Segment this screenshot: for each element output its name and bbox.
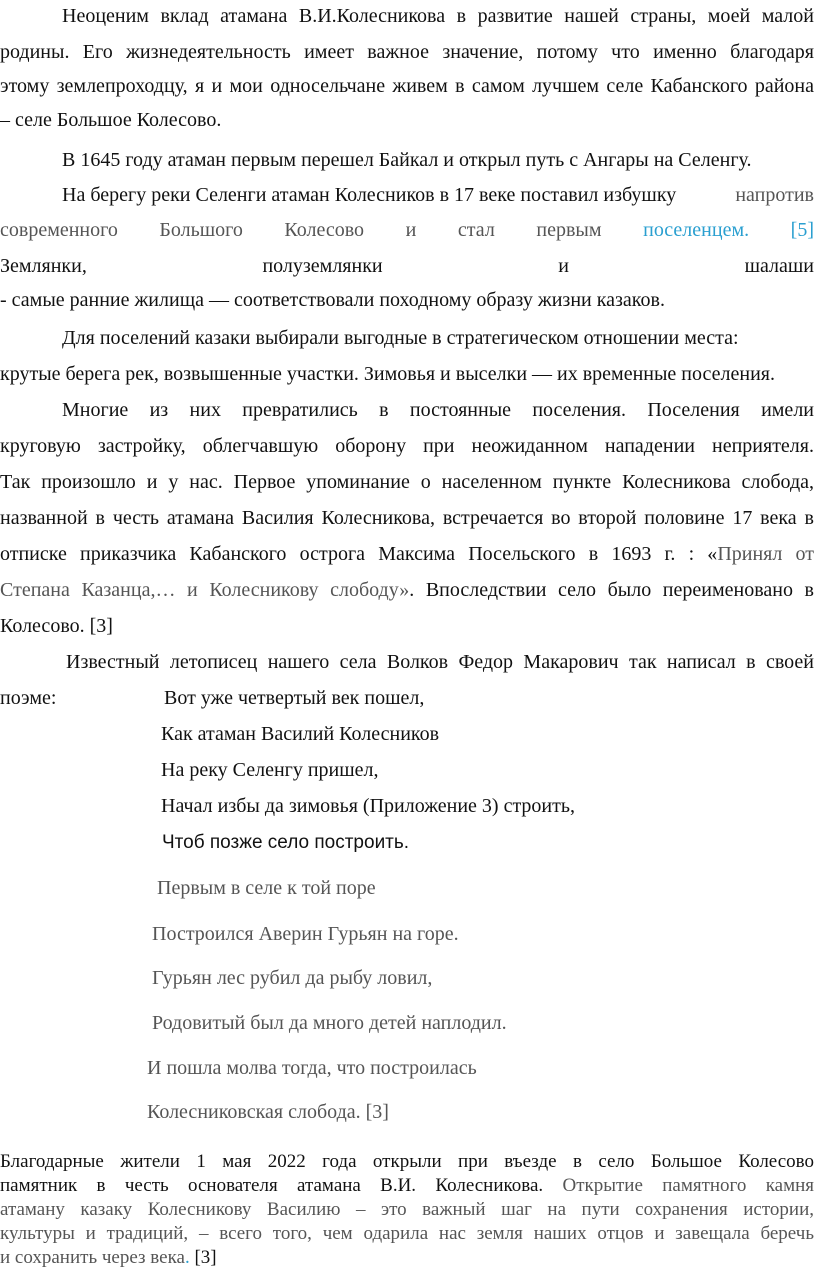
poem-line: Чтоб позже село построить. xyxy=(162,832,410,853)
poem-line: Колесниковская слобода. [3] xyxy=(147,1101,389,1123)
paragraph-line: Неоценим вклад атамана В.И.Колесникова в развитие нашей страны, моей малой xyxy=(62,5,814,27)
paragraph-line: атаману казаку Колесникову Василию – это важный шаг на пути сохранения истории, xyxy=(0,1199,814,1220)
paragraph-line: этому землепроходцу, я и мои односельчане живем в самом лучшем селе Кабанского района xyxy=(0,75,814,97)
paragraph-line: Для поселений казаки выбирали выгодные в стратегическом отношении места: xyxy=(62,327,739,349)
paragraph-line: Так произошло и у нас. Первое упоминание о населенном пункте Колесникова слобода, xyxy=(0,471,814,493)
paragraph-line: крутые берега рек, возвышенные участки. Зимовья и выселки — их временные поселения. xyxy=(0,363,775,385)
poem-line: Родовитый был да много детей наплодил. xyxy=(152,1012,507,1034)
poem-line: Начал избы да зимовья (Приложение 3) строить, xyxy=(161,795,575,817)
paragraph-line: названной в честь атамана Василия Колесникова, встречается во второй половине 17 века в xyxy=(0,507,814,529)
text-segment: современного Большого Колесово и стал первым xyxy=(0,219,602,241)
text-segment: памятник в честь основателя атамана В.И. Колесникова. xyxy=(0,1175,544,1196)
quote-segment: Принял от xyxy=(717,543,814,565)
poem-line: Первым в селе к той поре xyxy=(157,877,376,899)
paragraph-line xyxy=(0,542,814,566)
poem-line: Как атаман Василий Колесников xyxy=(161,723,440,745)
text-segment: Открытие памятного камня xyxy=(543,1175,814,1196)
text-segment: напротив xyxy=(735,184,814,206)
poem-line: Вот уже четвертый век пошел, xyxy=(164,687,425,709)
text-segment: отписке приказчика Кабанского острога Максима Посельского в 1693 г. : « xyxy=(0,543,718,565)
poem-line: На реку Селенгу пришел, xyxy=(161,759,379,781)
paragraph-line: Многие из них превратились в постоянные поселения. Поселения имели xyxy=(62,399,814,421)
text-segment: На берегу реки Селенги атаман Колесников в 17 веке поставил избушку xyxy=(62,184,677,206)
paragraph-line xyxy=(0,1174,814,1198)
paragraph-line: Колесово. [3] xyxy=(0,615,113,637)
quote-segment: Степана Казанца,… и Колесникову слободу» xyxy=(0,579,410,601)
text-segment: . xyxy=(184,1247,190,1268)
text-segment: и сохранить через века xyxy=(0,1247,185,1268)
paragraph-line: - самые ранние жилища — соответствовали походному образу жизни казаков. xyxy=(0,289,665,311)
citation: [3] xyxy=(189,1247,217,1268)
paragraph-line: – селе Большое Колесово. xyxy=(0,109,222,131)
paragraph-line: круговую застройку, облегчавшую оборону при неожиданном нападении неприятеля. xyxy=(0,435,814,457)
paragraph-line: поэме: xyxy=(0,687,57,709)
paragraph-line xyxy=(0,1246,814,1270)
poem-line: И пошла молва тогда, что построилась xyxy=(147,1057,477,1079)
paragraph-line: родины. Его жизнедеятельность имеет важное значение, потому что именно благодаря xyxy=(0,41,814,63)
paragraph-line: культуры и традиций, – всего того, чем одарила нас земля наших отцов и завещала беречь xyxy=(0,1223,814,1244)
paragraph-line: Благодарные жители 1 мая 2022 года открыли при въезде в село Большое Колесово xyxy=(0,1151,814,1172)
paragraph-line xyxy=(62,183,814,207)
poem-line: Гурьян лес рубил да рыбу ловил, xyxy=(152,967,433,989)
paragraph-line: В 1645 году атаман первым перешел Байкал и открыл путь с Ангары на Селенгу. xyxy=(62,149,752,171)
paragraph-line: Известный летописец нашего села Волков Федор Макарович так написал в своей xyxy=(66,651,814,673)
citation-link: поселенцем. [5] xyxy=(643,219,815,241)
text-segment: . Впоследствии село было переименовано в xyxy=(409,579,814,601)
paragraph-line: Землянки, полуземлянки и шалаши xyxy=(0,255,814,277)
paragraph-line xyxy=(0,218,814,242)
paragraph-line xyxy=(0,578,814,602)
poem-line: Построился Аверин Гурьян на горе. xyxy=(152,923,459,945)
